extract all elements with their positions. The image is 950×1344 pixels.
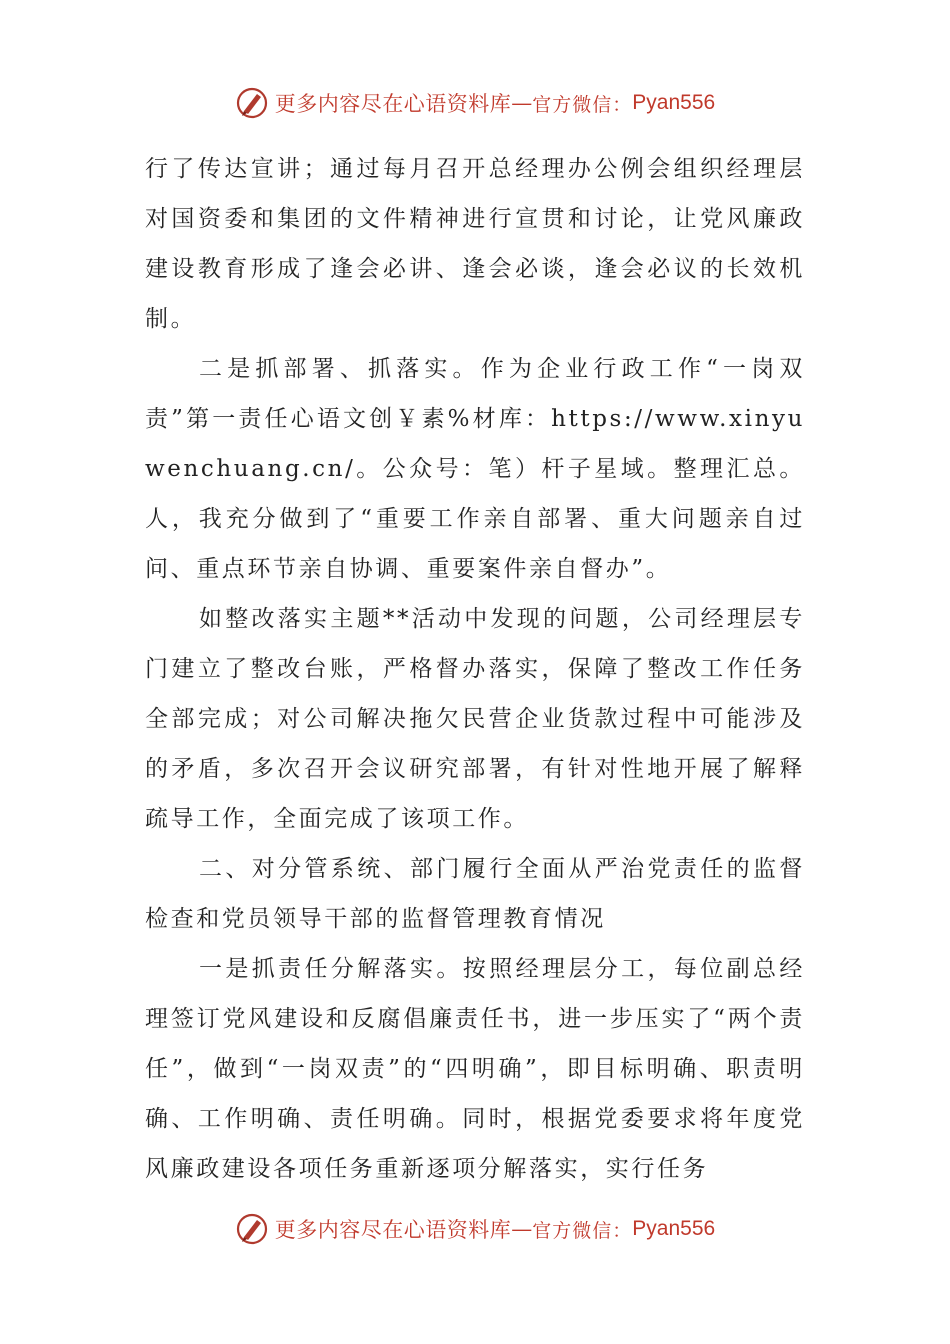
banner-separator: — (511, 91, 533, 115)
wechat-label: 官方微信： (532, 1219, 633, 1242)
site-name: 更多内容尽在心语资料库 (274, 1218, 512, 1242)
site-name: 更多内容尽在心语资料库 (274, 92, 512, 116)
pen-logo-icon (235, 86, 269, 120)
pen-logo-icon (235, 1212, 269, 1246)
section-heading: 二、对分管系统、部门履行全面从严治党责任的监督检查和党员领导干部的监督管理教育情况 (145, 856, 805, 932)
wechat-label: 官方微信： (532, 93, 633, 116)
banner-separator: — (511, 1217, 533, 1241)
paragraph-2: 二是抓部署、抓落实。作为企业行政工作“一岗双责”第一责任心语文创￥素%材库：https://www.xinyuwenchuang.cn/。公众号：笔）杆子星域。整理汇总。人，我充分做到了“重要工作亲自部署、重大问题亲自过问、重点环节亲自协调、重要案件亲自督办”。 (145, 356, 805, 582)
footer-watermark (0, 1204, 950, 1254)
paragraph-5: 一是抓责任分解落实。按照经理层分工，每位副总经理签订党风建设和反腐倡廉责任书，进一步压实了“两个责任”，做到“一岗双责”的“四明确”，即目标明确、职责明确、工作明确、责任明确。同时，根据党委要求将年度党风廉政建设各项任务重新逐项分解落实，实行任务 (145, 956, 805, 1182)
paragraph-1: 行了传达宣讲；通过每月召开总经理办公例会组织经理层对国资委和集团的文件精神进行宣贯和讨论，让党风廉政建设教育形成了逢会必讲、逢会必谈，逢会必议的长效机制。 (145, 156, 805, 332)
paragraph-3: 如整改落实主题**活动中发现的问题，公司经理层专门建立了整改台账，严格督办落实，保障了整改工作任务全部完成；对公司解决拖欠民营企业货款过程中可能涉及的矛盾，多次召开会议研究部署，有针对性地开展了解释疏导工作，全面完成了该项工作。 (145, 606, 805, 832)
wechat-id: Pyan556 (632, 91, 716, 114)
wechat-id: Pyan556 (632, 1217, 716, 1240)
header-watermark (0, 78, 950, 128)
document-body (145, 144, 805, 1194)
